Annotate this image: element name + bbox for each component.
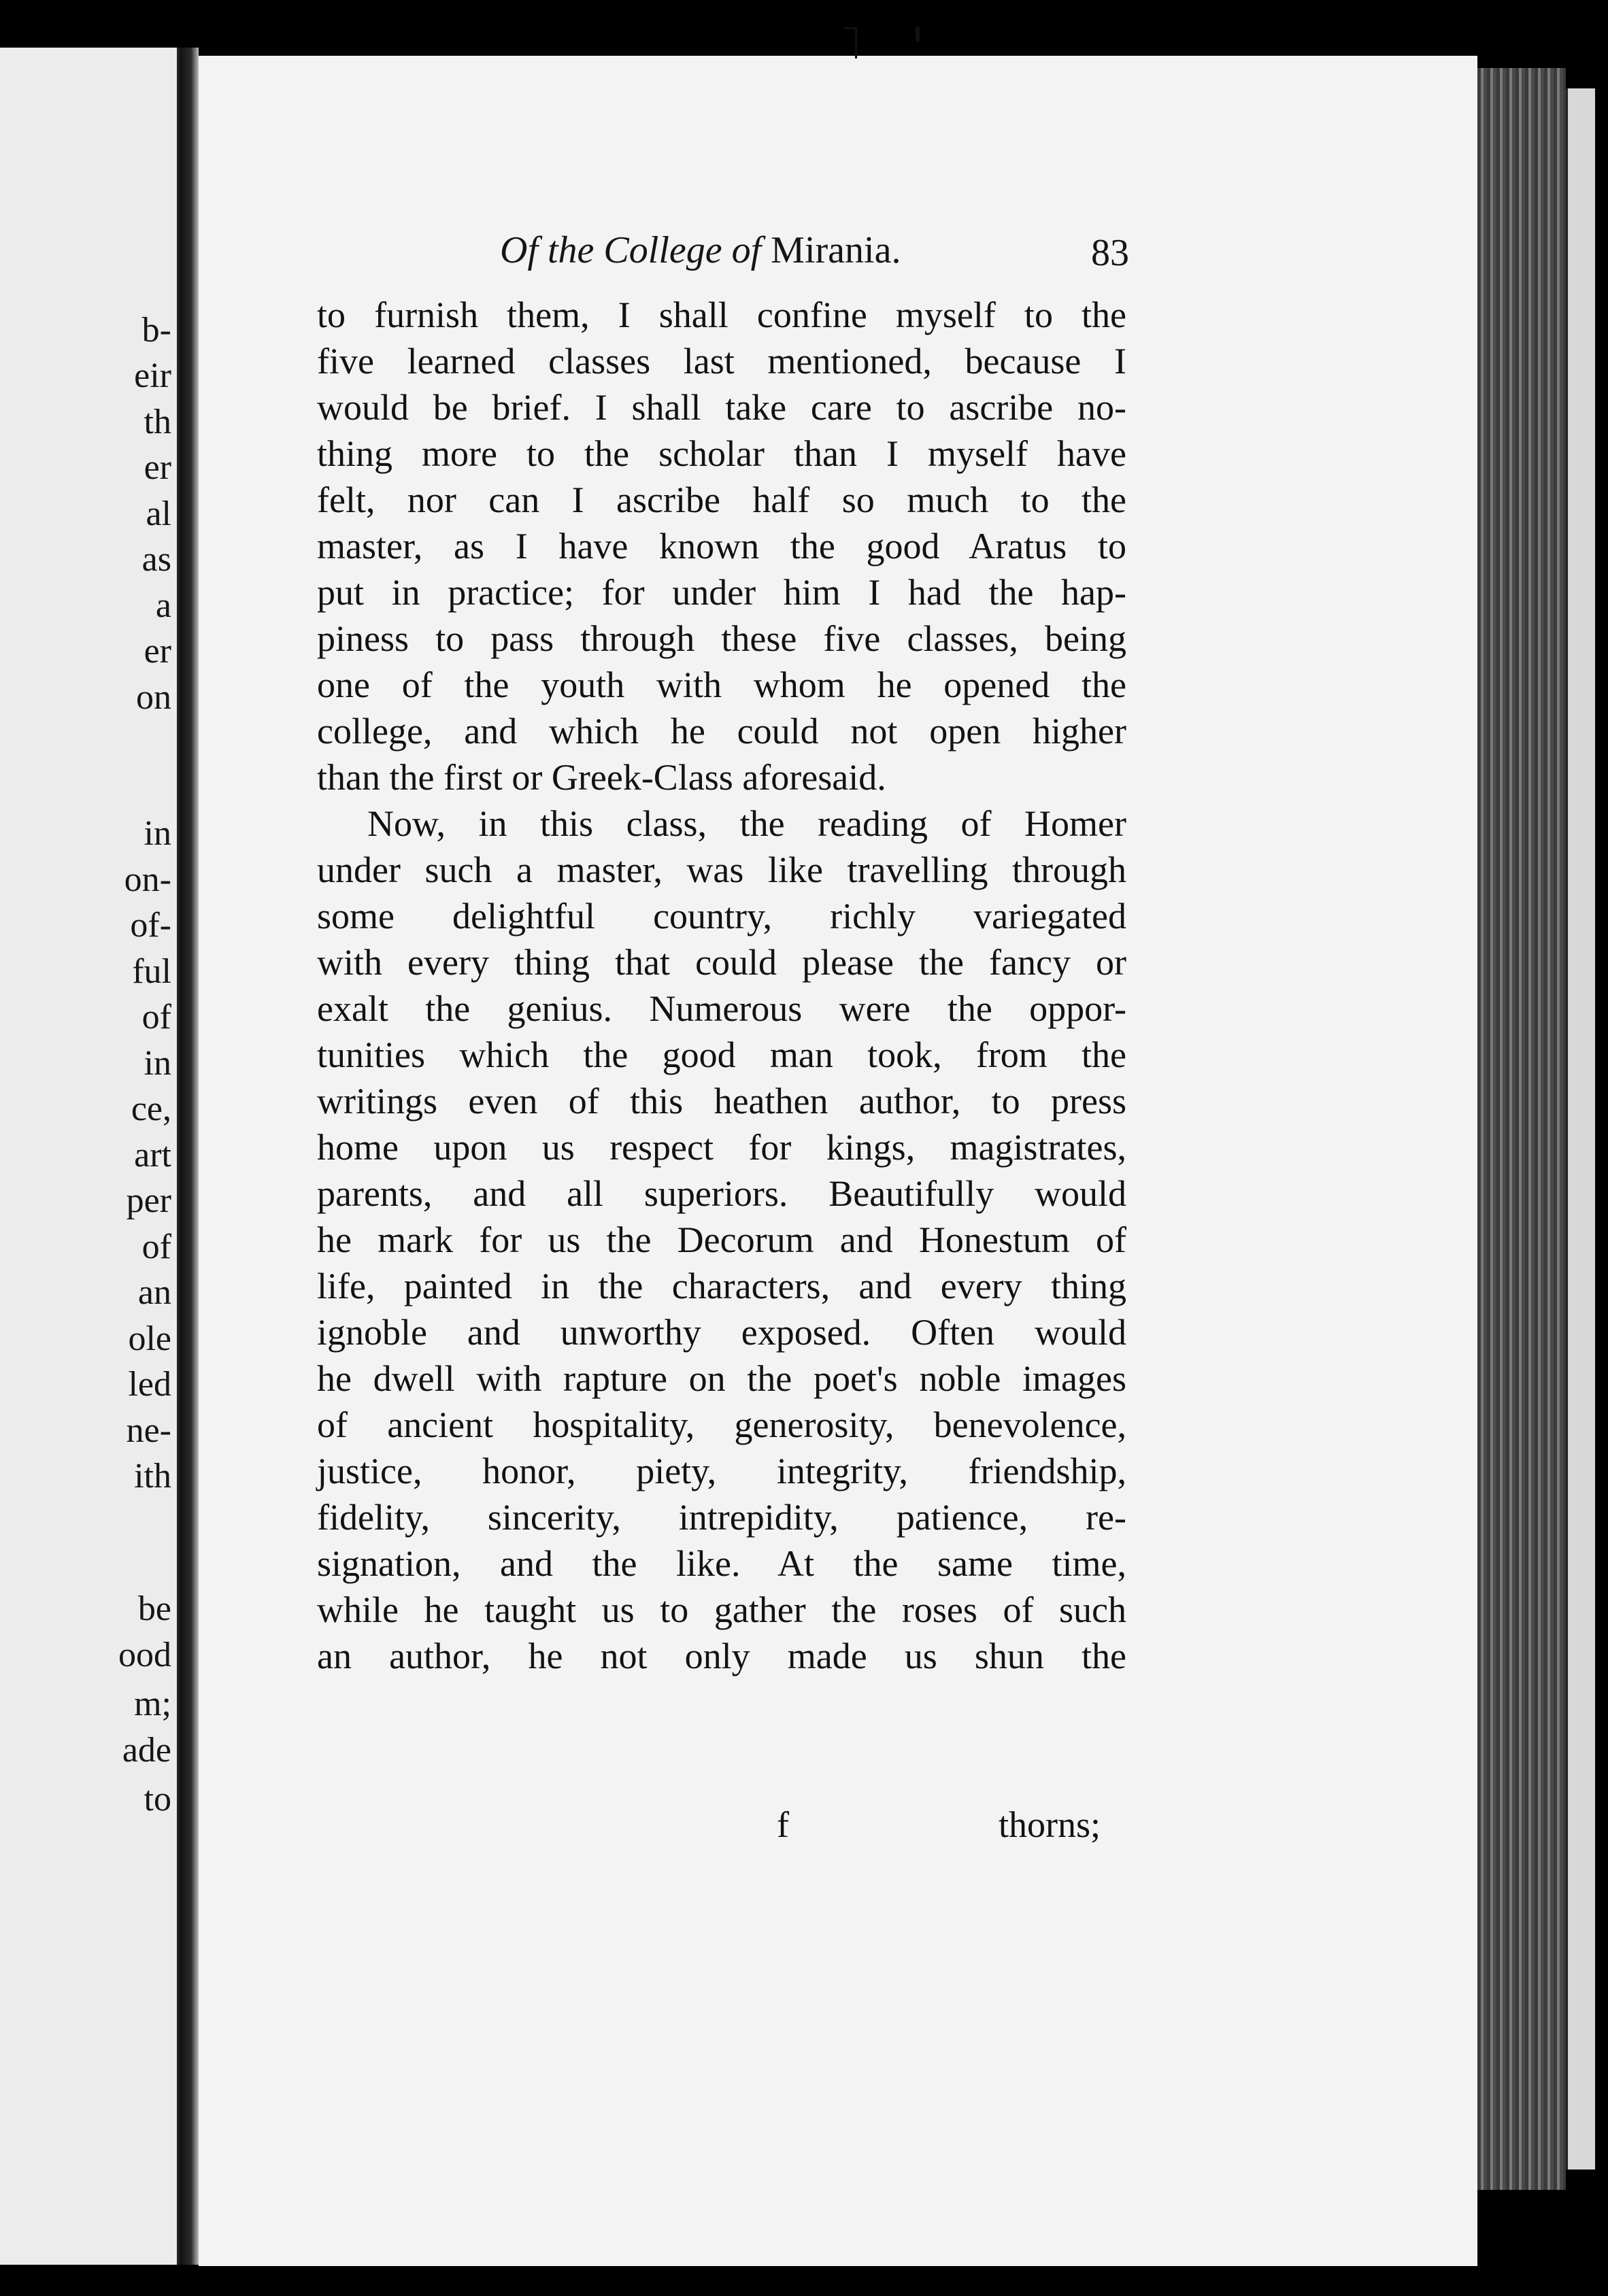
text-line: under such a master, was like travelling through [317, 849, 1126, 890]
facing-page-fragment: an [137, 1273, 171, 1312]
facing-page-fragment: on- [124, 860, 171, 899]
catchword: thorns; [999, 1804, 1101, 1845]
text-line: he dwell with rapture on the poet's noble images [317, 1358, 1126, 1399]
facing-page-fragment: ood [118, 1636, 171, 1674]
scan-artifact [843, 27, 857, 29]
facing-page-fragment: art [134, 1136, 171, 1175]
text-line: to furnish them, I shall confine myself to the [317, 294, 1126, 335]
scan-artifact [916, 26, 920, 42]
facing-page-fragment: er [144, 448, 171, 487]
facing-page-fragment: m; [134, 1685, 171, 1723]
text-line: an author, he not only made us shun the [317, 1636, 1126, 1676]
page-fore-edge-highlight [1566, 88, 1595, 2170]
facing-page-fragment: of [141, 998, 171, 1036]
text-line: ignoble and unworthy exposed. Often would [317, 1312, 1126, 1353]
text-line: some delightful country, richly variegated [317, 896, 1126, 936]
text-line: of ancient hospitality, generosity, benevolence, [317, 1404, 1126, 1445]
book-gutter [180, 48, 199, 2265]
facing-page-fragment: of- [130, 906, 171, 945]
facing-page-fragment: led [128, 1365, 171, 1404]
text-line: than the first or Greek-Class aforesaid. [317, 757, 886, 798]
facing-page-fragment: ce, [131, 1090, 171, 1128]
text-line: five learned classes last mentioned, because I [317, 341, 1126, 382]
facing-page-fragment: in [144, 814, 171, 853]
text-line: put in practice; for under him I had the hap- [317, 572, 1126, 613]
text-line: parents, and all superiors. Beautifully would [317, 1173, 1126, 1214]
scan-artifact [855, 27, 857, 58]
text-line: signation, and the like. At the same time, [317, 1543, 1126, 1584]
running-head-part: Of the [500, 229, 604, 271]
facing-page-fragment: er [144, 632, 171, 671]
facing-page-fragment: eir [134, 356, 171, 395]
running-head-part: of [722, 229, 771, 271]
text-line: one of the youth with whom he opened the [317, 664, 1126, 705]
running-head [500, 229, 1129, 283]
text-line: thing more to the scholar than I myself have [317, 433, 1126, 474]
text-line: piness to pass through these five classes, being [317, 618, 1126, 659]
facing-page-fragment: of [141, 1228, 171, 1266]
running-head-title [500, 229, 901, 272]
facing-page-fragment: al [146, 494, 171, 533]
text-line: college, and which he could not open higher [317, 711, 1126, 752]
facing-page-fragment: in [144, 1044, 171, 1083]
facing-page-fragment: ful [132, 952, 171, 991]
facing-page-fragment: ith [134, 1457, 171, 1496]
text-line: he mark for us the Decorum and Honestum of [317, 1219, 1126, 1260]
text-line: justice, honor, piety, integrity, friendship, [317, 1451, 1126, 1491]
text-line: Now, in this class, the reading of Homer [367, 803, 1126, 844]
text-line: with every thing that could please the fancy or [317, 942, 1126, 983]
running-head-part: Mirania. [771, 229, 901, 271]
facing-page-fragment: b- [141, 311, 171, 350]
facing-page-fragment: be [137, 1589, 171, 1628]
text-line: master, as I have known the good Aratus to [317, 526, 1126, 567]
text-line: home upon us respect for kings, magistrates, [317, 1127, 1126, 1168]
page-number: 83 [1091, 232, 1129, 274]
text-line: would be brief. I shall take care to ascribe no- [317, 387, 1126, 428]
facing-page-fragment: on [136, 678, 171, 717]
signature-mark: f [777, 1804, 789, 1845]
text-line: fidelity, sincerity, intrepidity, patience, re- [317, 1497, 1126, 1538]
facing-page [0, 48, 180, 2265]
facing-page-fragment: ole [128, 1319, 171, 1358]
facing-page-fragment: as [141, 540, 171, 579]
facing-page-fragment: to [144, 1780, 171, 1819]
facing-page-fragment: ne- [126, 1411, 171, 1450]
facing-page-fragment: a [155, 586, 171, 625]
text-line: felt, nor can I ascribe half so much to the [317, 479, 1126, 520]
facing-page-fragment: per [126, 1181, 171, 1220]
facing-page-fragment: th [144, 403, 171, 441]
facing-page-fragment: ade [122, 1731, 171, 1770]
page-fore-edge [1477, 68, 1566, 2190]
running-head-part: College [603, 229, 722, 271]
text-line: while he taught us to gather the roses of such [317, 1589, 1126, 1630]
text-line: life, painted in the characters, and every thing [317, 1266, 1126, 1306]
text-line: writings even of this heathen author, to press [317, 1081, 1126, 1121]
text-line: exalt the genius. Numerous were the oppor- [317, 988, 1126, 1029]
text-line: tunities which the good man took, from the [317, 1034, 1126, 1075]
